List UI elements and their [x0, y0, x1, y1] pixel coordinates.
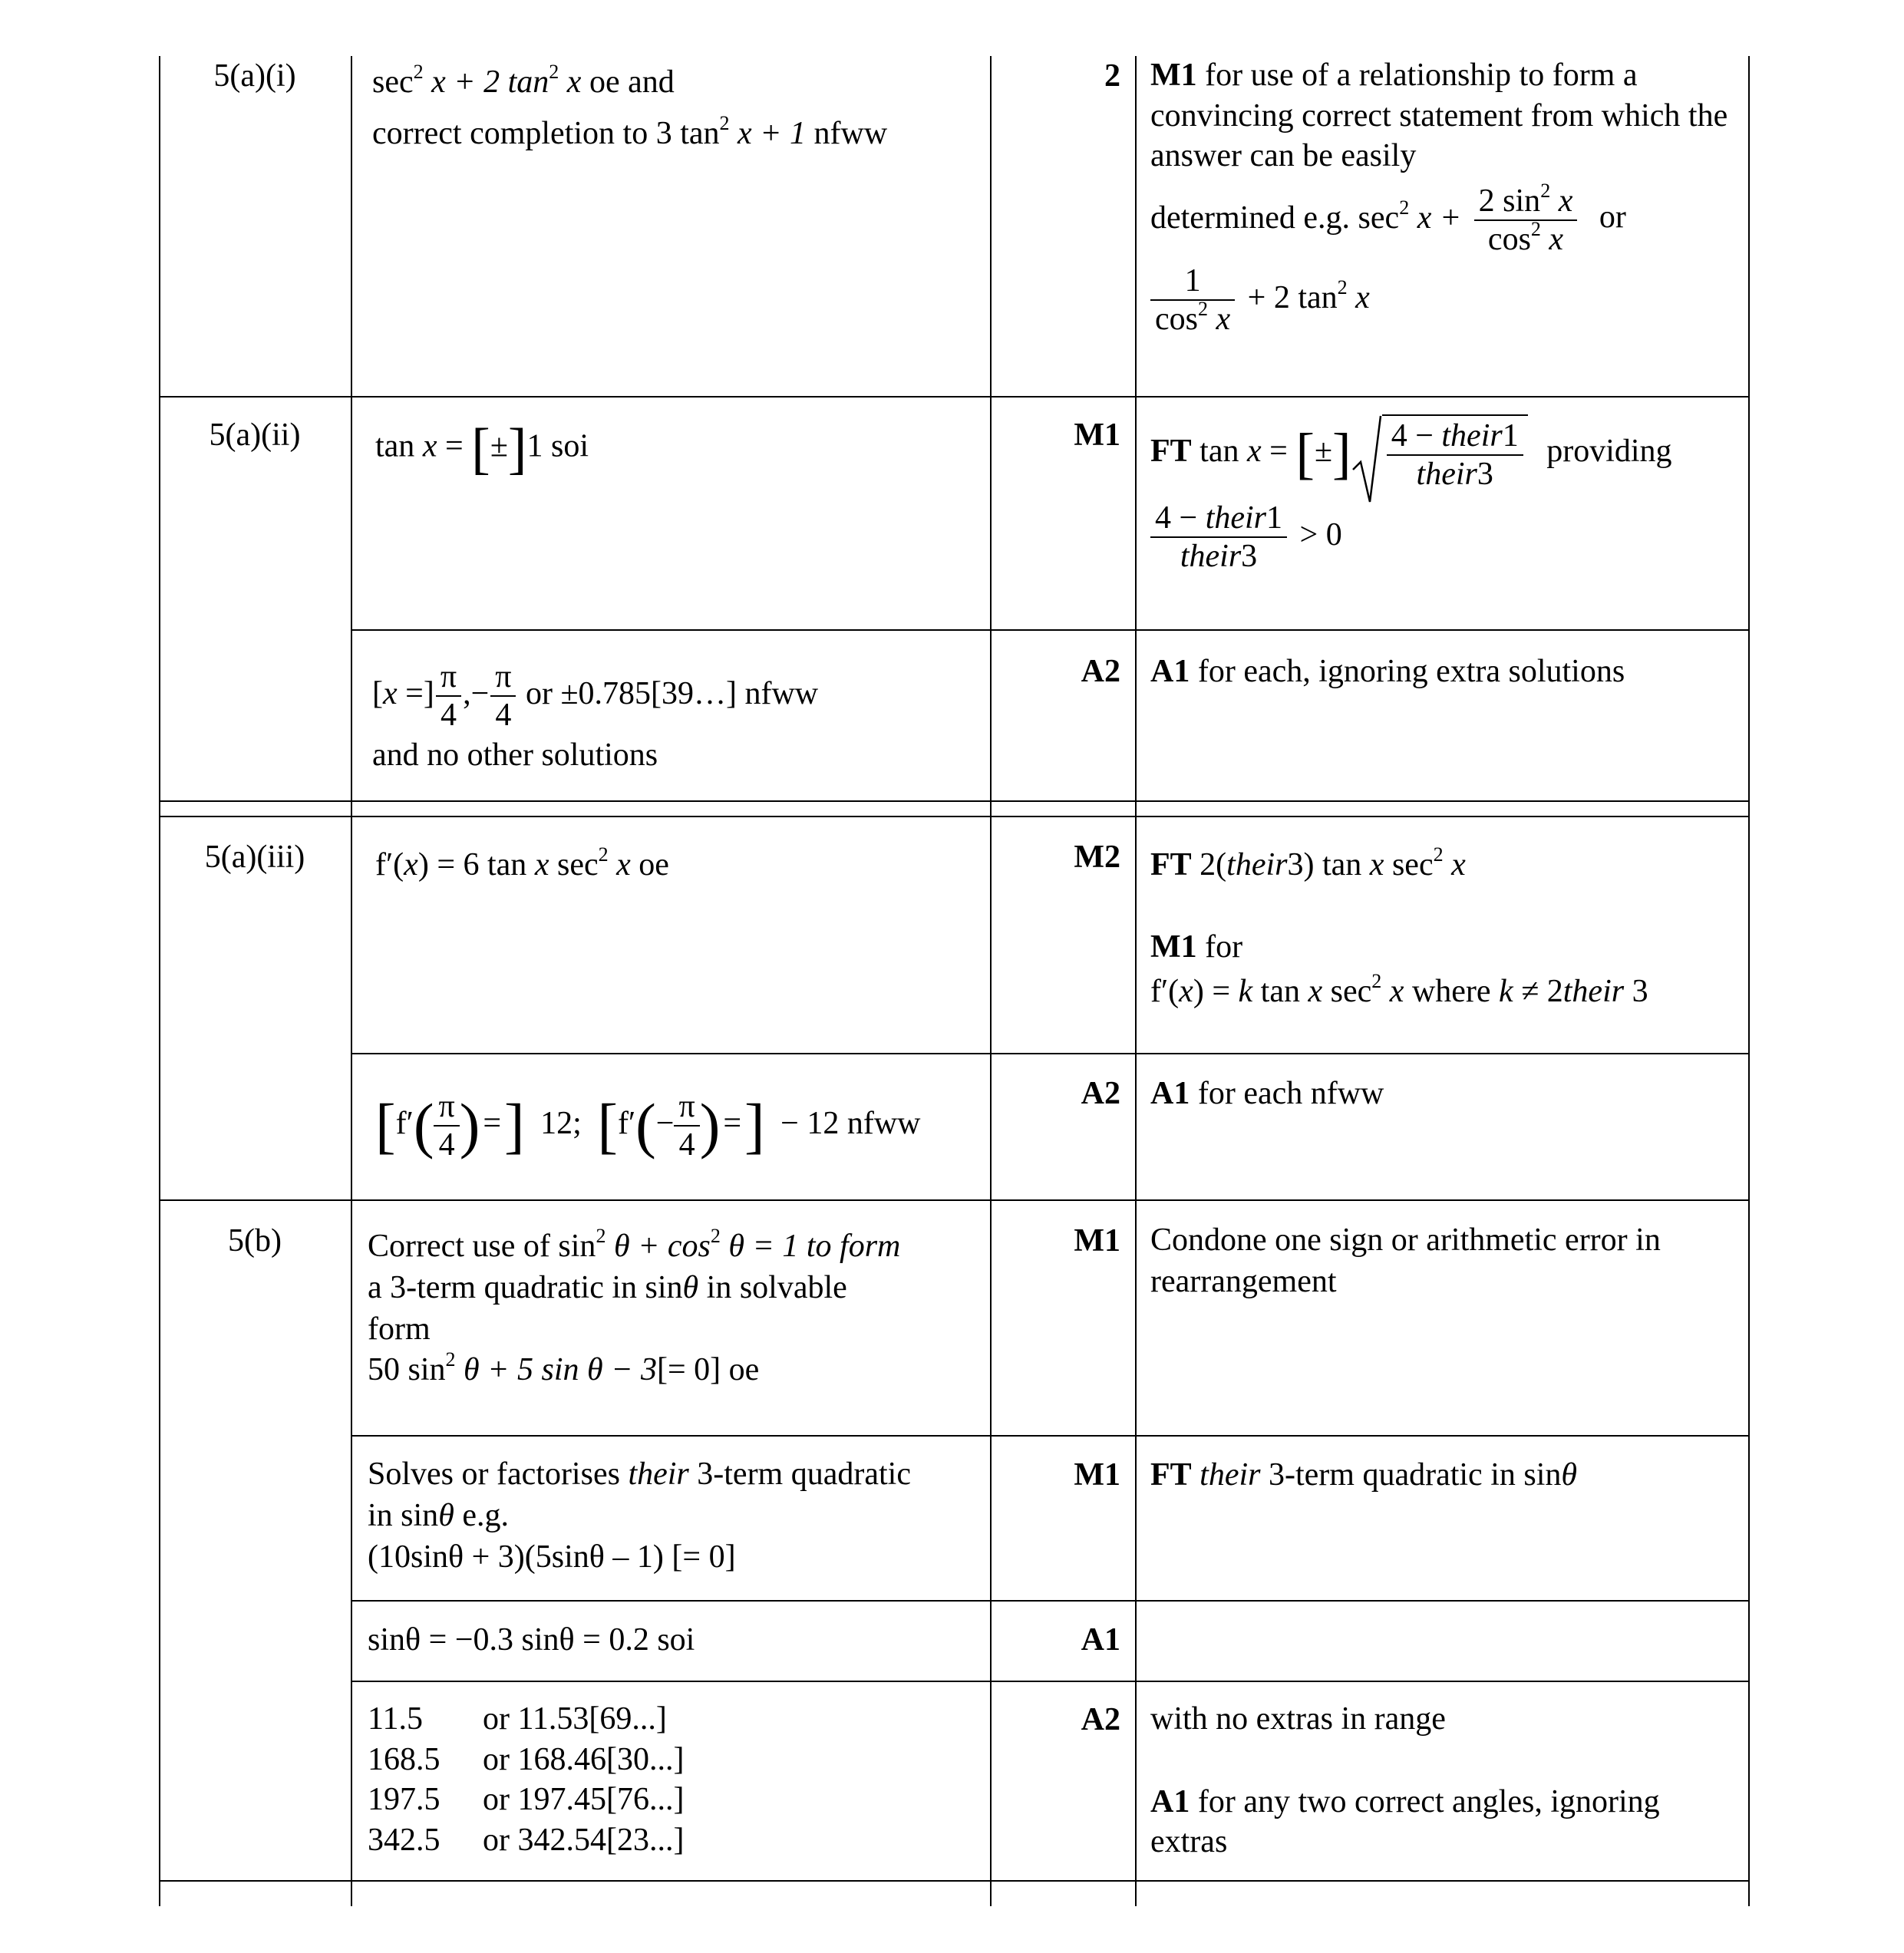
- marks-cell: 2: [1104, 58, 1120, 94]
- answer-cell: sinθ = −0.3 sinθ = 0.2 soi: [368, 1622, 695, 1658]
- row-divider: [351, 1681, 1750, 1682]
- row-divider: [351, 1435, 1750, 1437]
- row-divider: [159, 1199, 1750, 1201]
- question-number: 5(a)(iii): [204, 840, 305, 875]
- answer-cell: [f′( $\frac{\pi}{4}$ )=] 12; [f′(− $\frac{\pi}{4}$ )=] − 12 nfww: [375, 1089, 921, 1163]
- answer-cell: [x =] $\frac{\pi}{4}$ ,− $\frac{\pi}{4}$ or ±0.785[39…] nfww and no other solutions: [372, 659, 819, 773]
- marks-cell: M1: [1074, 417, 1120, 453]
- answer-cell: f′(x) = 6 tan x $\sec^2 x$ oe: [375, 843, 669, 882]
- marks-cell: A2: [1081, 654, 1120, 689]
- column-divider-answer: [351, 56, 352, 1906]
- marks-cell: A1: [1081, 1622, 1120, 1658]
- marks-cell: M1: [1074, 1457, 1120, 1493]
- row-divider: [159, 816, 1750, 817]
- answer-cell: tan x = [±]1 soi: [375, 417, 589, 480]
- guidance-cell: FT their 3-term quadratic in sinθ: [1150, 1457, 1578, 1493]
- table-border-left: [159, 56, 160, 1906]
- list-item: 168.5 or 168.46[30...]: [368, 1741, 685, 1777]
- marks-cell: M2: [1074, 840, 1120, 875]
- row-divider: [159, 1880, 1750, 1882]
- guidance-cell: FT 2(their3) tan x $\sec^2 x$ M1 for f′(x) = k tan x $\sec^2 x$ where k ≠ 2their 3: [1150, 843, 1648, 1010]
- row-divider: [351, 1600, 1750, 1602]
- guidance-cell: with no extras in range A1 for any two correct angles, ignoring extras: [1150, 1701, 1660, 1859]
- column-divider-guidance: [1135, 56, 1137, 1906]
- table-border-right: [1748, 56, 1750, 1906]
- guidance-cell: A1 for each nfww: [1150, 1076, 1384, 1111]
- marks-cell: A2: [1081, 1076, 1120, 1111]
- guidance-cell: A1 for each, ignoring extra solutions: [1150, 654, 1625, 689]
- row-divider: [159, 800, 1750, 802]
- square-root-icon: $\frac{\text{4 − their1}}{\text{their3}}$: [1351, 414, 1528, 493]
- question-number: 5(a)(ii): [209, 417, 301, 453]
- mark-scheme-table: [159, 0, 1750, 1953]
- marks-cell: A2: [1081, 1702, 1120, 1737]
- marks-cell: M1: [1074, 1223, 1120, 1259]
- answer-cell: [372, 61, 978, 154]
- list-item: 197.5 or 197.45[76...]: [368, 1782, 685, 1817]
- guidance-cell: M1 for use of a relationship to form a convincing correct statement from which the answer can be easily determined e.g. $\sec^2 x$ + $\frac{2 \sin^2 x}{\cos^2 x}$ or $\frac{1}{\cos^2 x}$ + 2 $\tan^2 x$: [1150, 55, 1741, 338]
- answer-cell: Solves or factorises their 3-term quadratic in sinθ e.g. (10sinθ + 3)(5sinθ – 1) [= 0]: [368, 1457, 911, 1575]
- answer-line: $\sec^2 x + 2$ $\tan^2 x$ oe and: [372, 61, 675, 100]
- list-item: 342.5 or 342.54[23...]: [368, 1822, 685, 1858]
- question-number: 5(a)(i): [213, 58, 296, 94]
- guidance-formula: $\frac{1}{\cos^2 x}$ + 2 $\tan^2 x$: [1150, 262, 1741, 338]
- answer-line: correct completion to 3 $\tan^2 x + 1$ nfww: [372, 111, 888, 151]
- row-divider: [351, 1053, 1750, 1054]
- guidance-cell: FT tan x = [±] $\frac{\text{4 − their1}}{\text{their3}}$ providing $\frac{\text{4 − their1}}{\text{their3}}$ > 0: [1150, 414, 1741, 575]
- answer-cell: Correct use of $\sin^2 \theta + \cos^2 \theta = 1$ to form a 3-term quadratic in sinθ in solvable form 50 $\sin^2 \theta + 5$ sin θ − 3[= 0] oe: [368, 1225, 901, 1388]
- question-number: 5(b): [228, 1223, 282, 1259]
- row-divider: [351, 629, 1750, 631]
- guidance-formula: determined e.g. $\sec^2 x$ + $\frac{2 \sin^2 x}{\cos^2 x}$ or: [1150, 179, 1626, 257]
- answer-cell: [368, 1699, 982, 1860]
- guidance-cell: Condone one sign or arithmetic error in rearrangement: [1150, 1222, 1661, 1299]
- row-divider: [159, 396, 1750, 398]
- list-item: 11.5 or 11.53[69...]: [368, 1701, 667, 1737]
